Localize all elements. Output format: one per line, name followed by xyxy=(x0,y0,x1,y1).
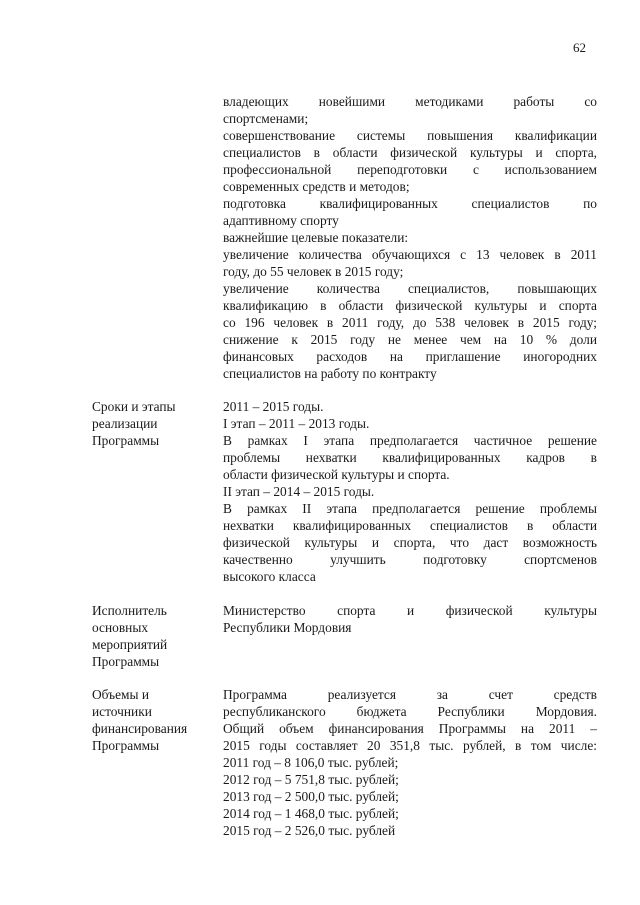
text-line: квалификацию в области физической культуры и спорта xyxy=(223,298,597,313)
text-line: спортсменами; xyxy=(223,111,309,126)
text-line: проблемы нехватки квалифицированных кадров в xyxy=(223,450,597,465)
text-line: Общий объем финансирования Программы на 2011 – xyxy=(223,721,597,736)
section-label-line: Сроки и этапы xyxy=(92,399,176,414)
section-label-line: Программы xyxy=(92,738,160,753)
text-line: Республики Мордовия xyxy=(223,620,352,635)
section-label-line: источники xyxy=(92,704,152,719)
text-line: увеличение количества обучающихся с 13 человек в 2011 xyxy=(223,247,597,262)
text-line: В рамках II этапа предполагается решение проблемы xyxy=(223,501,597,516)
text-line: году, до 55 человек в 2015 году; xyxy=(223,264,404,279)
text-line: Министерство спорта и физической культуры xyxy=(223,603,597,618)
section-label-line: Исполнитель xyxy=(92,603,167,618)
text-line: финансовых расходов на приглашение иногородних xyxy=(223,349,597,364)
text-line: снижение к 2015 году не менее чем на 10 % доли xyxy=(223,332,597,347)
text-line: республиканского бюджета Республики Мордовия. xyxy=(223,704,597,719)
section-label-line: реализации xyxy=(92,416,158,431)
text-line: 2011 год – 8 106,0 тыс. рублей; xyxy=(223,755,399,770)
text-line: современных средств и методов; xyxy=(223,179,410,194)
text-line: II этап – 2014 – 2015 годы. xyxy=(223,484,375,499)
text-line: физической культуры и спорта, что даст возможность xyxy=(223,535,597,550)
section-label-line: основных xyxy=(92,620,149,635)
text-line: адаптивному спорту xyxy=(223,213,339,228)
text-line: 2012 год – 5 751,8 тыс. рублей; xyxy=(223,772,399,787)
text-line: Программа реализуется за счет средств xyxy=(223,687,597,702)
text-line: области физической культуры и спорта. xyxy=(223,467,450,482)
text-line: специалистов на работу по контракту xyxy=(223,366,437,381)
text-line: В рамках I этапа предполагается частичное решение xyxy=(223,433,597,448)
section-label-line: финансирования xyxy=(92,721,188,736)
text-line: увеличение количества специалистов, повышающих xyxy=(223,281,597,296)
section-label-line: мероприятий xyxy=(92,637,168,652)
text-line: высокого класса xyxy=(223,569,316,584)
text-line: важнейшие целевые показатели: xyxy=(223,230,409,245)
section-label-line: Программы xyxy=(92,654,160,669)
text-line: совершенствование системы повышения квалификации xyxy=(223,128,597,143)
text-line: специалистов в области физической культуры и спорта, xyxy=(223,145,597,160)
text-line: профессиональной переподготовки с использованием xyxy=(223,162,597,177)
text-line: 2015 год – 2 526,0 тыс. рублей xyxy=(223,823,396,838)
text-line: I этап – 2011 – 2013 годы. xyxy=(223,416,370,431)
text-line: владеющих новейшими методиками работы со xyxy=(223,94,597,109)
page-number: 62 xyxy=(573,40,586,55)
text-line: со 196 человек в 2011 году, до 538 человек в 2015 году; xyxy=(223,315,597,330)
text-line: подготовка квалифицированных специалистов по xyxy=(223,196,597,211)
text-line: нехватки квалифицированных специалистов в области xyxy=(223,518,597,533)
section-label-line: Программы xyxy=(92,433,160,448)
section-label-line: Объемы и xyxy=(92,687,150,702)
text-line: 2011 – 2015 годы. xyxy=(223,399,324,414)
text-line: 2015 годы составляет 20 351,8 тыс. рублей, в том числе: xyxy=(223,738,597,753)
text-line: 2014 год – 1 468,0 тыс. рублей; xyxy=(223,806,399,821)
text-line: 2013 год – 2 500,0 тыс. рублей; xyxy=(223,789,399,804)
text-line: качественно улучшить подготовку спортсменов xyxy=(223,552,597,567)
